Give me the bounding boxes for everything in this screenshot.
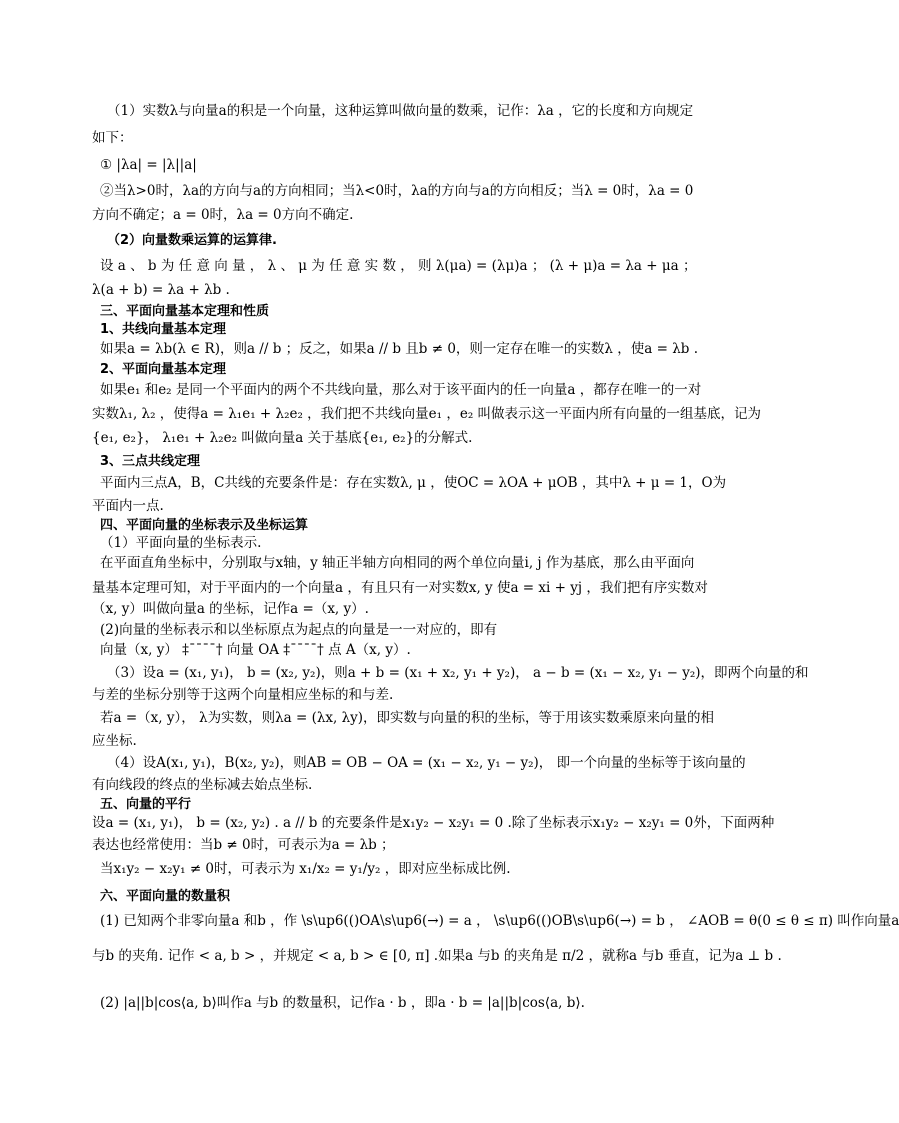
section-heading: 2、平面向量基本定理 — [100, 362, 227, 377]
text-line: 平面内三点A，B，C共线的充要条件是：存在实数λ, μ ，使OC = λOA + μOB ，其中λ + μ = 1，O为 — [100, 475, 727, 491]
text-line: 方向不确定；a = 0时，λa = 0方向不确定. — [92, 207, 354, 223]
text-line: 表达也经常使用：当b ≠ 0时，可表示为a = λb ； — [92, 837, 395, 853]
text-line: 向量（x, y） ‡ˉˉˉˉ† 向量 OA ‡ˉˉˉˉ† 点 A（x, y）. — [100, 642, 411, 658]
text-line: （1）平面向量的坐标表示. — [100, 535, 262, 551]
text-line: 有向线段的终点的坐标减去始点坐标. — [92, 777, 313, 793]
text-line: （x, y）叫做向量a 的坐标，记作a =（x, y）. — [92, 601, 369, 617]
section-heading: 三、平面向量基本定理和性质 — [100, 304, 270, 319]
text-line: 平面内一点. — [92, 498, 164, 514]
text-line: (1) 已知两个非零向量a 和b ，作 \s\up6(()OA\s\up6(→) = a ， \s\up6(()OB\s\up6(→) = b ， ∠AOB = θ(0 ≤ θ ≤ π) 叫作向量a — [100, 913, 899, 929]
text-line: ②当λ>0时，λa的方向与a的方向相同；当λ<0时，λa的方向与a的方向相反；当λ = 0时，λa = 0 — [100, 183, 694, 199]
text-line: (2) |a||b|cos⟨a, b⟩叫作a 与b 的数量积，记作a · b ，即a · b = |a||b|cos⟨a, b⟩. — [100, 995, 585, 1011]
text-line: 在平面直角坐标中，分别取与x轴，y 轴正半轴方向相同的两个单位向量i, j 作为基底，那么由平面向 — [100, 555, 695, 571]
section-heading: 五、向量的平行 — [100, 797, 192, 812]
text-line: 应坐标. — [92, 733, 137, 749]
text-line: 若a =（x, y）， λ为实数，则λa = (λx, λy)，即实数与向量的积的坐标，等于用该实数乘原来向量的相 — [100, 710, 715, 726]
text-line: 如果e₁ 和e₂ 是同一个平面内的两个不共线向量，那么对于该平面内的任一向量a ，都存在唯一的一对 — [100, 382, 702, 398]
text-line: 如下： — [92, 130, 133, 146]
text-line: 量基本定理可知，对于平面内的一个向量a ，有且只有一对实数x, y 使a = xi + yj ，我们把有序实数对 — [92, 580, 708, 596]
text-line: （1）实数λ与向量a的积是一个向量，这种运算叫做向量的数乘，记作：λa ，它的长度和方向规定 — [107, 103, 694, 119]
text-line: ① |λa| = |λ||a| — [100, 157, 197, 173]
text-line: λ(a + b) = λa + λb . — [92, 282, 230, 298]
text-line: 如果a = λb(λ ∈ R)，则a // b ；反之，如果a // b 且b ≠ 0，则一定存在唯一的实数λ ，使a = λb . — [100, 341, 698, 357]
text-line: （4）设A(x₁, y₁)，B(x₂, y₂)，则AB = OB − OA = (x₁ − x₂, y₁ − y₂)， 即一个向量的坐标等于该向量的 — [107, 755, 746, 771]
text-line: 与差的坐标分别等于这两个向量相应坐标的和与差. — [92, 687, 394, 703]
text-line: （3）设a = (x₁, y₁)， b = (x₂, y₂)，则a + b = (x₁ + x₂, y₁ + y₂)， a − b = (x₁ − x₂, y₁ − y₂)，即两个向量的和 — [107, 665, 809, 681]
section-heading: 3、三点共线定理 — [100, 454, 201, 469]
text-line: 与b 的夹角. 记作 < a, b > ，并规定 < a, b > ∈ [0, π] .如果a 与b 的夹角是 π/2 ，就称a 与b 垂直，记为a ⊥ b . — [92, 948, 782, 964]
text-line: 设 a 、 b 为 任 意 向 量 ， λ 、 μ 为 任 意 实 数 ， 则 λ(μa) = (λμ)a ； (λ + μ)a = λa + μa ； — [100, 258, 697, 274]
text-line: {e₁, e₂}， λ₁e₁ + λ₂e₂ 叫做向量a 关于基底{e₁, e₂}的分解式. — [92, 430, 473, 446]
section-heading: （2）向量数乘运算的运算律. — [107, 233, 277, 248]
text-line: 实数λ₁, λ₂ ，使得a = λ₁e₁ + λ₂e₂ ，我们把不共线向量e₁ ，e₂ 叫做表示这一平面内所有向量的一组基底，记为 — [92, 406, 762, 422]
text-line: 当x₁y₂ − x₂y₁ ≠ 0时，可表示为 x₁/x₂ = y₁/y₂ ，即对应坐标成比例. — [100, 861, 511, 877]
text-line: (2)向量的坐标表示和以坐标原点为起点的向量是一一对应的，即有 — [100, 622, 498, 638]
section-heading: 六、平面向量的数量积 — [100, 889, 231, 904]
section-heading: 1、共线向量基本定理 — [100, 322, 227, 337]
text-line: 设a = (x₁, y₁)， b = (x₂, y₂) . a // b 的充要条件是x₁y₂ − x₂y₁ = 0 .除了坐标表示x₁y₂ − x₂y₁ = 0外，下面两种 — [92, 815, 775, 831]
section-heading: 四、平面向量的坐标表示及坐标运算 — [100, 518, 309, 533]
